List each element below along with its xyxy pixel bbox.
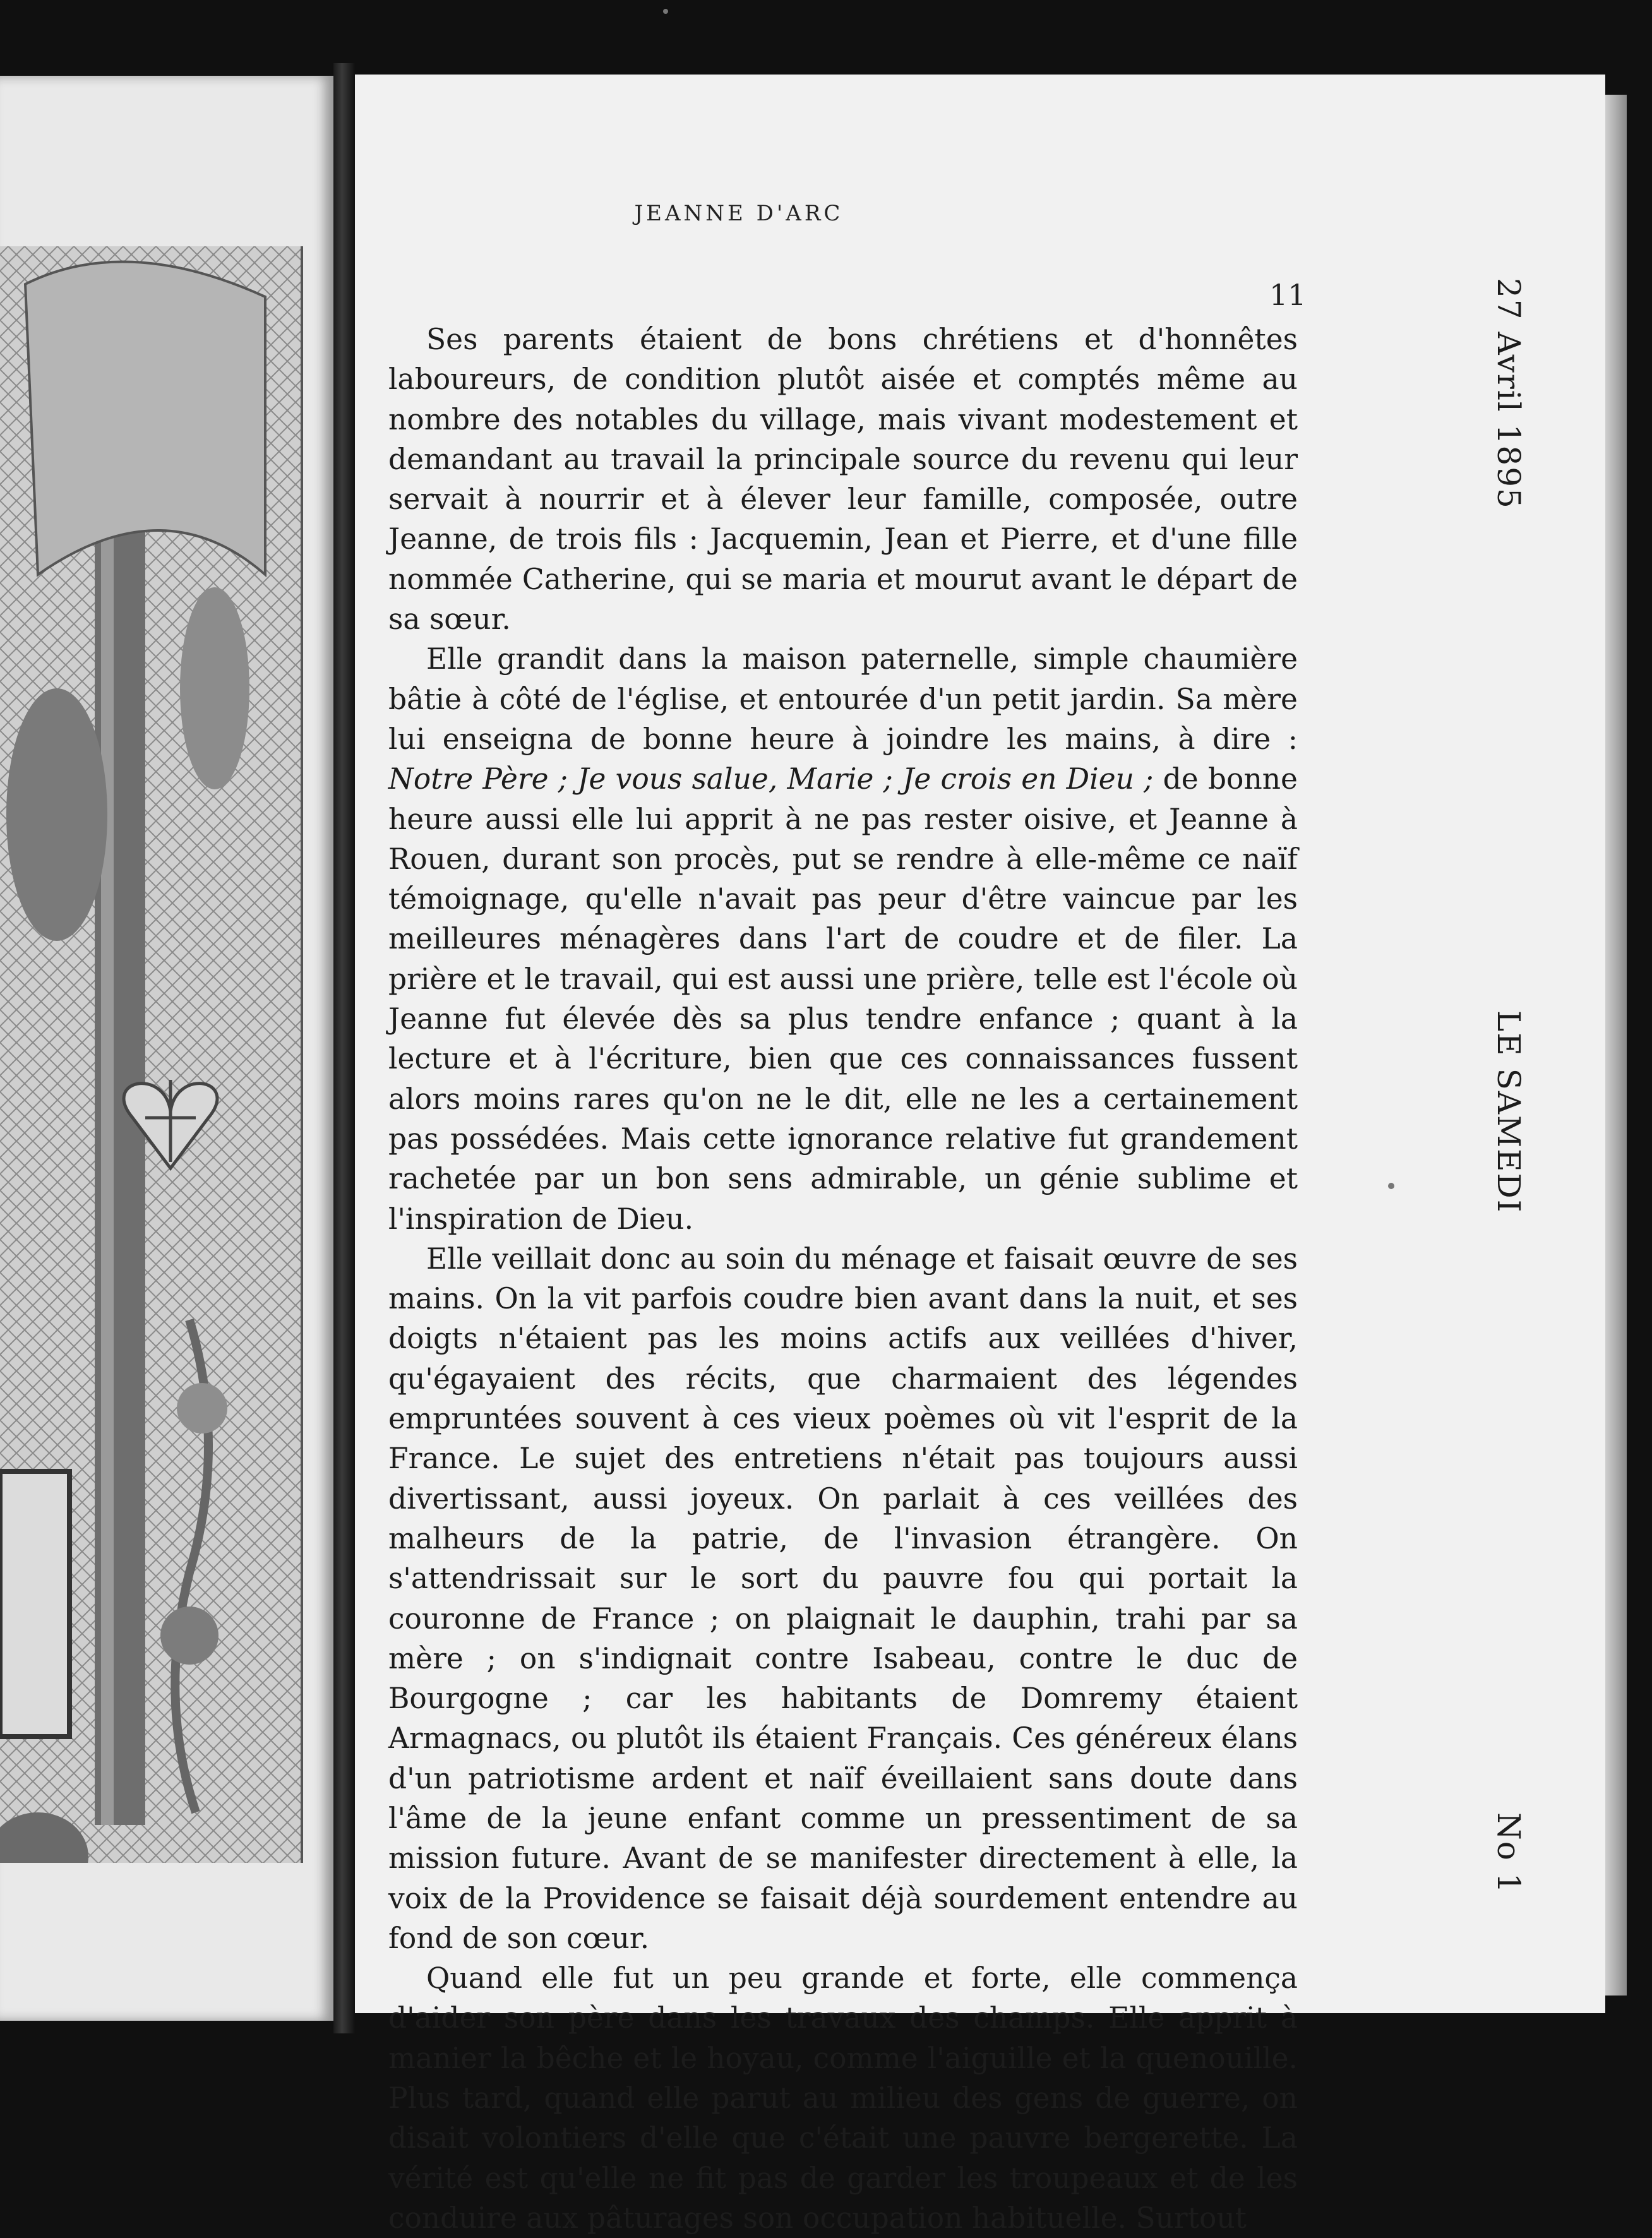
gothic-ornament-illustration — [0, 246, 301, 1863]
margin-publication-title: LE SAMEDI — [1490, 1010, 1527, 1214]
page-edge — [1605, 95, 1627, 1996]
facing-page — [0, 76, 333, 2021]
paragraph-4: Quand elle fut un peu grande et forte, elle commença d'aider son père dans les travaux des champs. Elle apprit à manier la bêche et le hoyau, comme l'aiguille et la quenouille. Plus tard, quand elle parut au milieu des gens de guerre, on disait volontiers d'elle que c'était une pauvre bergerette. La vérité est qu'elle ne fit pas de garder les troupeaux et de les conduire aux pâturages son occupation habituelle. Surtout — [388, 1961, 1298, 2235]
dust-speck — [663, 9, 668, 14]
paragraph-2 — [388, 639, 1298, 1238]
running-title: JEANNE D'ARC — [634, 201, 844, 226]
article-body — [388, 320, 1298, 2238]
paragraph-2-start: Elle grandit dans la maison paternelle, simple chaumière bâtie à côté de l'église, et entourée d'un petit jardin. Sa mère lui enseigna de bonne heure à joindre les mains, à dire : — [388, 642, 1298, 756]
paragraph-2-end: de bonne heure aussi elle lui apprit à ne pas rester oisive, et Jeanne à Rouen, durant son procès, put se rendre à elle-même ce naïf témoignage, qu'elle n'avait pas peur d'être vaincue par les meilleures ménagères dans l'art de coudre et de filer. La prière et le travail, qui est aussi une prière, telle est l'école où Jeanne fut élevée dès sa plus tendre enfance ; quant à la lecture et à l'écriture, bien que ces connaissances fussent alors moins rares qu'on ne le dit, elle ne les a certainement pas possédées. Mais cette ignorance relative fut grandement rachetée par un bon sens admirable, un génie sublime et l'inspiration de Dieu. — [388, 762, 1298, 1236]
margin-issue-number: No 1 — [1490, 1812, 1527, 1894]
book-gutter — [333, 63, 355, 2033]
engraved-illustration — [0, 246, 303, 1863]
prayer-titles: Notre Père ; Je vous salue, Marie ; Je crois en Dieu ; — [388, 762, 1154, 796]
paragraph-1: Ses parents étaient de bons chrétiens et d'honnêtes laboureurs, de condition plutôt aisée et comptés même au nombre des notables du village, mais vivant modestement et demandant au travail la principale source du revenu qui leur servait à nourrir et à élever leur famille, composée, outre Jeanne, de trois fils : Jacquemin, Jean et Pierre, et d'une fille nommée Catherine, qui se maria et mourut avant le départ de sa sœur. — [388, 323, 1298, 637]
page-number: 11 — [1269, 278, 1307, 312]
margin-date: 27 Avril 1895 — [1490, 278, 1527, 510]
paragraph-3: Elle veillait donc au soin du ménage et faisait œuvre de ses mains. On la vit parfois coudre bien avant dans la nuit, et ses doigts n'étaient pas les moins actifs aux veillées d'hiver, qu'égayaient des récits, que charmaient des légendes empruntées souvent à ces vieux poèmes où vit l'esprit de la France. Le sujet des entretiens n'était pas toujours aussi divertissant, aussi joyeux. On parlait à ces veillées des malheurs de la patrie, de l'invasion étrangère. On s'attendrissait sur le sort du pauvre fou qui portait la couronne de France ; on plaignait le dauphin, trahi par sa mère ; on s'indignait contre Isabeau, contre le duc de Bourgogne ; car les habitants de Domremy étaient Armagnacs, ou plutôt ils étaient Français. Ces généreux élans d'un patriotisme ardent et naïf éveillaient sans doute dans l'âme de la jeune enfant comme un pressentiment de sa mission future. Avant de se manifester directement à elle, la voix de la Providence se faisait déjà sourdement entendre au fond de son cœur. — [388, 1242, 1298, 1955]
dust-speck — [1388, 1183, 1394, 1189]
